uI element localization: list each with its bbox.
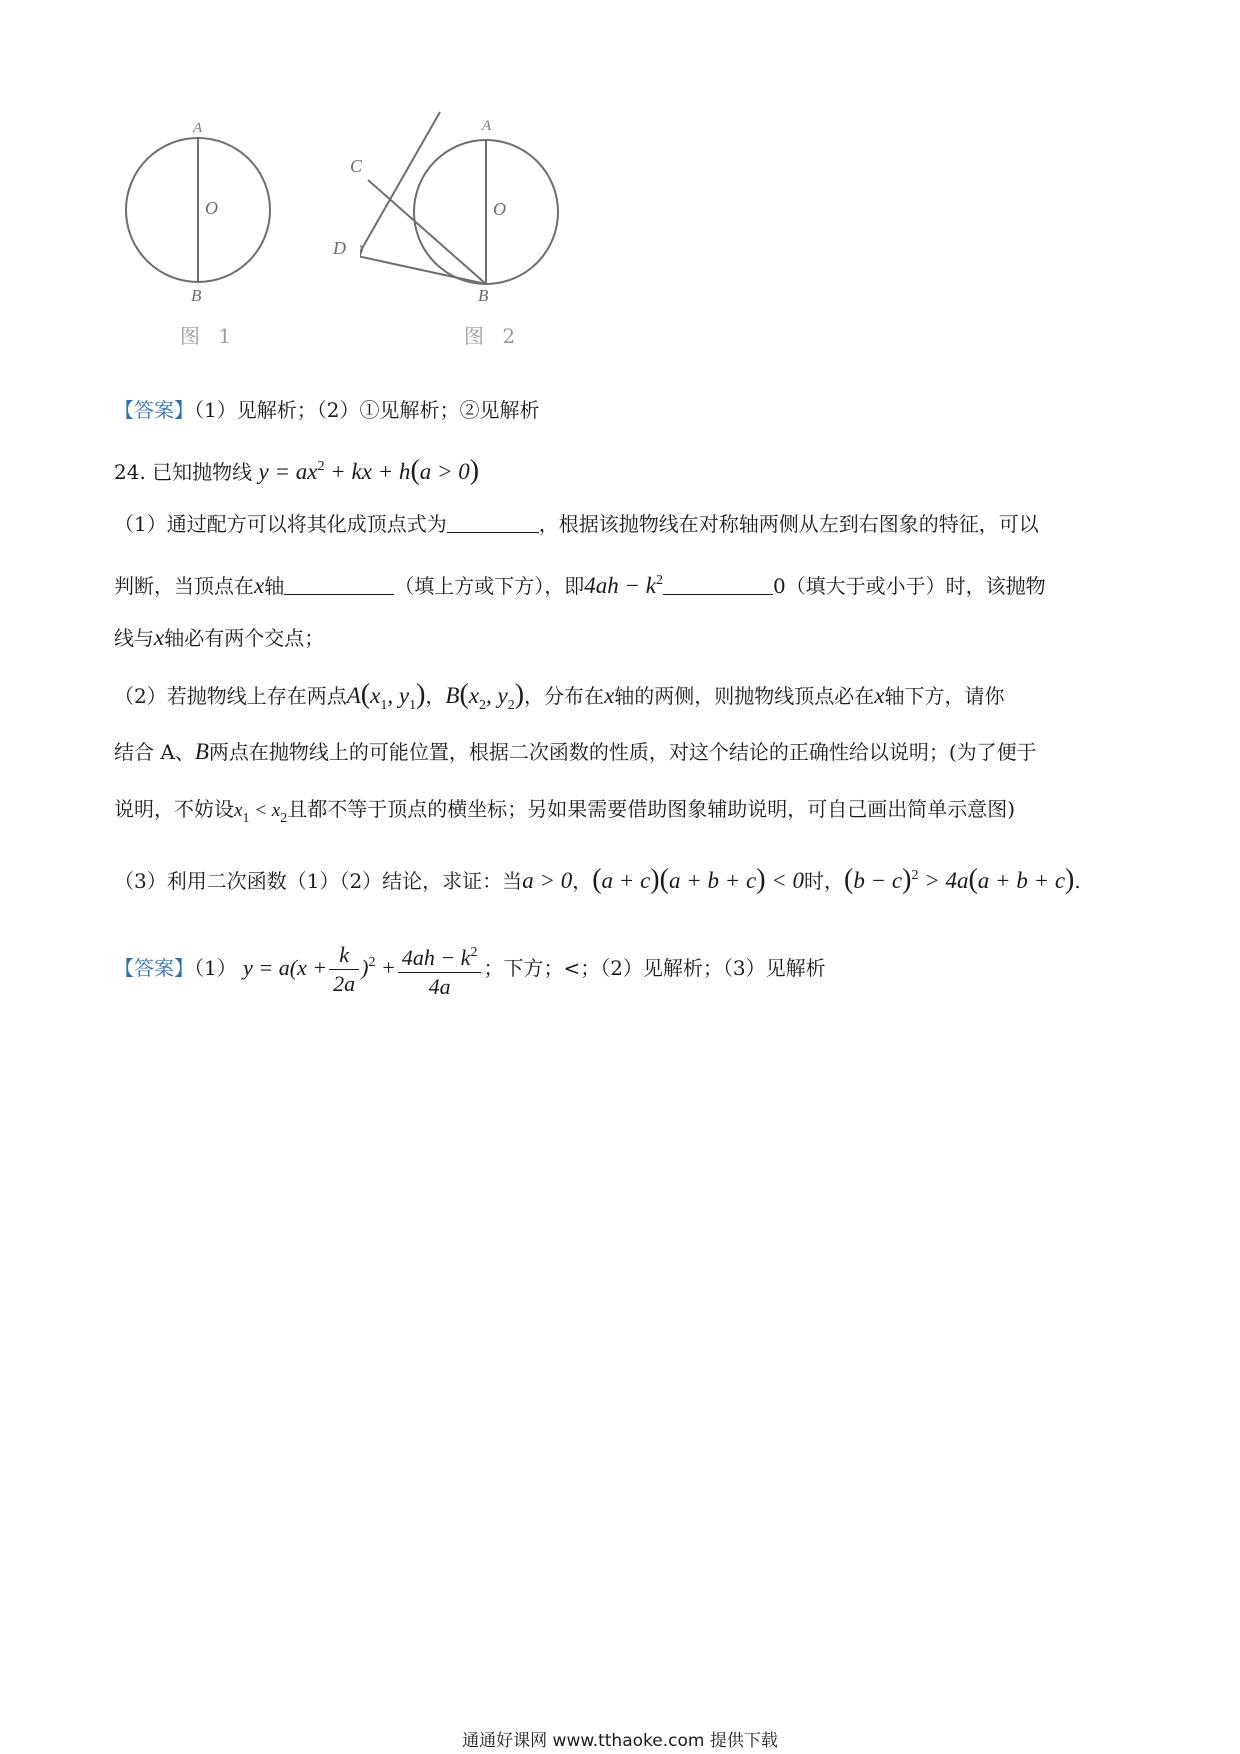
blank-inequality[interactable] — [663, 572, 773, 595]
figure-2 — [333, 100, 560, 353]
figure-1 — [110, 108, 280, 353]
figure-1-drawing — [110, 108, 280, 353]
figure-1-caption: 图 1 — [180, 324, 238, 348]
question-24-part-3: （3）利用二次函数（1）（2）结论，求证：当a > 0，(a + c)(a + b + c) < 0时，$(b - c)^2 > 4a(a + b + c)$. — [114, 864, 1081, 895]
condition-product-negative: (a + c)(a + b + c) < 0 — [592, 864, 805, 895]
answer-tag: 【答案】 — [114, 956, 194, 980]
question-24-part-2-line-1: （2）若抛物线上存在两点$A(x_1$, $y_1$)，$B(x_2$, $y_2$)，分布在x轴的两侧，则抛物线顶点必在x轴下方，请你 — [114, 679, 1005, 713]
figure-2-label-o: O — [493, 199, 506, 219]
vertex-form-answer: y = a(x + $\frac{k}{2a}$ )$^2$ + $\frac{4ah - k^2}{4a}$ — [243, 955, 483, 980]
figure-2-label-a: A — [482, 118, 492, 134]
blank-vertex-form[interactable] — [447, 510, 539, 533]
point-a: $A(x_1$, $y_1$) — [346, 679, 426, 713]
question-intro: 已知抛物线 — [152, 460, 253, 484]
figure-1-label-a: A — [193, 120, 203, 136]
figure-2-caption: 图 2 — [464, 324, 522, 348]
blank-vertex-position[interactable] — [284, 572, 394, 595]
question-24-part-2-line-2: 结合 A、B两点在抛物线上的可能位置，根据二次函数的性质，对这个结论的正确性给以说明；(为了便于 — [114, 739, 1037, 764]
inequality-to-prove: $(b - c)^2 > 4a(a + b + c)$ — [844, 864, 1075, 895]
answer-tag: 【答案】 — [114, 398, 194, 422]
condition-a-positive: a > 0 — [522, 868, 573, 893]
figure-1-label-o: O — [205, 198, 218, 218]
question-24-part-2-line-3: 说明，不妨设$x_1 < x_2$且都不等于顶点的横坐标；另如果需要借助图象辅助说明，可自己画出简单示意图) — [114, 797, 1016, 826]
page-footer: 通通好课网 www.tthaoke.com 提供下载 — [462, 1731, 778, 1751]
discriminant-expression: $4ah - k^2$ — [584, 573, 663, 598]
figure-1-label-b: B — [191, 286, 202, 305]
answer-23-text: （1）见解析；（2）①见解析；②见解析 — [194, 398, 540, 422]
question-24-part-1-line-2: 判断，当顶点在x轴 （填上方或下方），即$4ah - k^2$ 0（填大于或小于）时，该抛物 — [114, 573, 1046, 598]
question-number: 24. — [114, 460, 146, 484]
question-24-part-1-line-1: （1）通过配方可以将其化成顶点式为 ，根据该抛物线在对称轴两侧从左到右图象的特征，可以 — [114, 512, 1039, 536]
point-b: $B(x_2$, $y_2$) — [445, 679, 525, 713]
figure-2-drawing — [360, 100, 560, 353]
question-24-stem — [114, 452, 479, 487]
parabola-equation: $y = ax^2$ + kx + h(a > 0) — [258, 455, 480, 486]
figure-2-label-b: B — [478, 286, 489, 305]
figure-2-label-c: C — [350, 156, 363, 176]
answer-23 — [114, 395, 539, 425]
answer-24: 【答案】（1） y = a(x + $\frac{k}{2a}$ )$^2$ + $\frac{4ah - k^2}{4a}$ ；下方；<；（2）见解析；（3）见解析 — [114, 928, 826, 1003]
question-24-part-1-line-3: 线与x轴必有两个交点； — [114, 625, 325, 650]
figure-2-label-d: D — [333, 238, 346, 258]
x1-less-than-x2: $x_1 < x_2$ — [234, 800, 288, 826]
